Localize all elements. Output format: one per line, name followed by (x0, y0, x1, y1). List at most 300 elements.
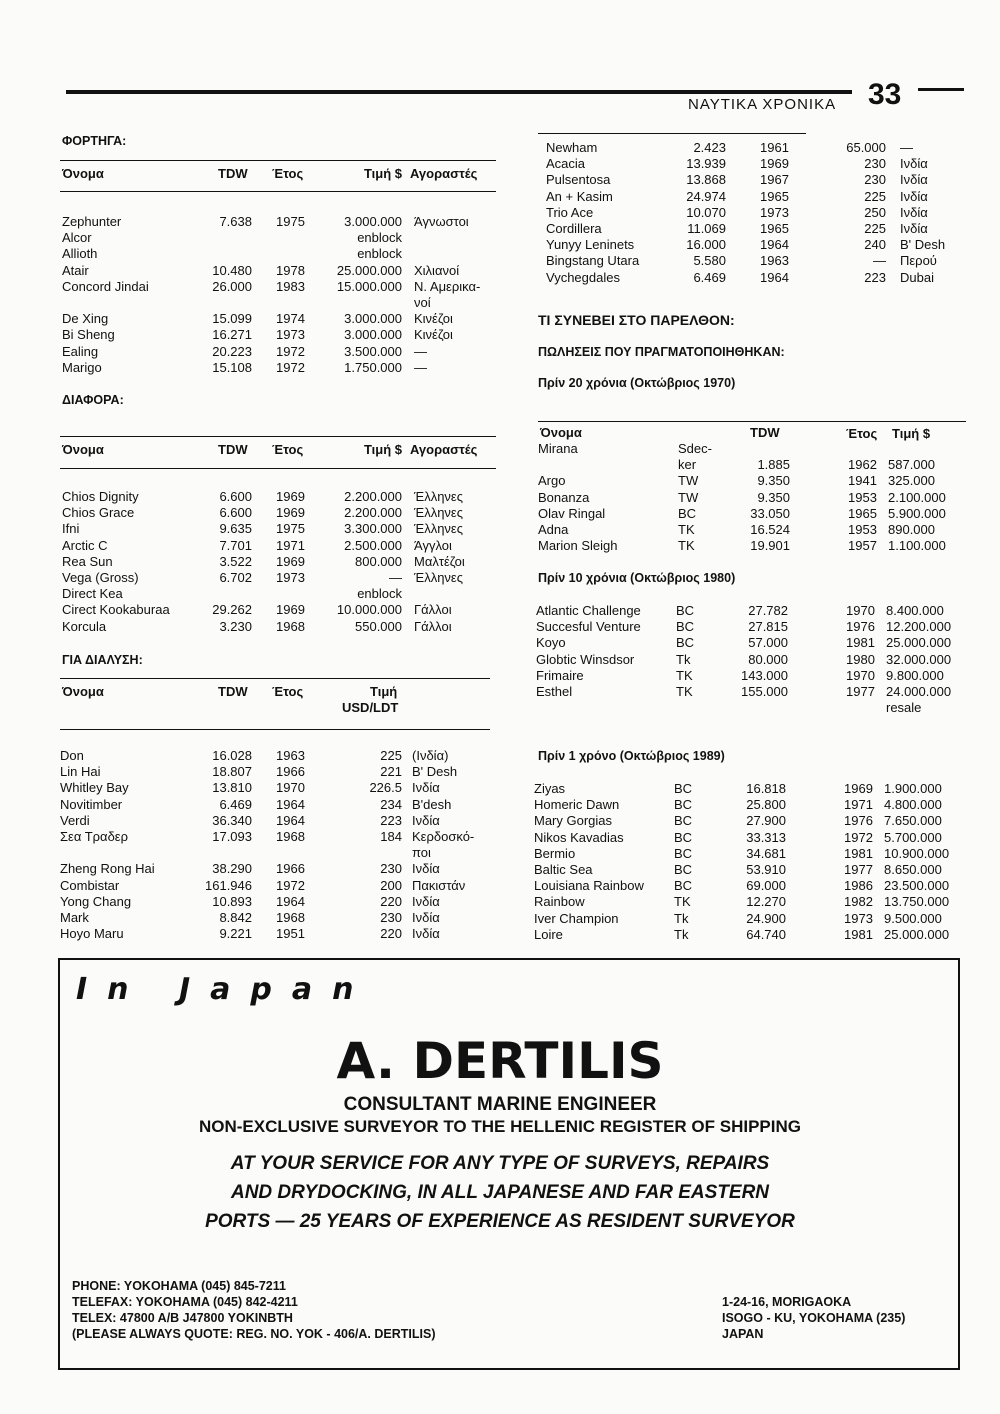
vessel-year: 1964 (760, 269, 789, 285)
vessel-price: 230 (380, 861, 402, 877)
vessel-year: 1972 (276, 359, 305, 375)
vessel-buyers: Μαλτέζοι (414, 553, 465, 569)
vessel-price: 240 (864, 237, 886, 253)
vessel-type: BC (678, 505, 697, 521)
vessel-tdw: 13.939 (686, 156, 726, 172)
history-row (534, 862, 974, 878)
vessel-tdw: 25.800 (746, 797, 786, 813)
vessel-price: 2.200.000 (344, 505, 402, 521)
history-title: ΤΙ ΣΥΝΕΒΕΙ ΣΤΟ ΠΑΡΕΛΘΟΝ: (538, 312, 735, 328)
cargo-col-tdw: TDW (218, 166, 248, 181)
vessel-year: 1976 (846, 619, 875, 635)
vessel-price: — (389, 570, 402, 585)
scrap-row (62, 878, 502, 894)
vessel-name: Bingstang Utara (546, 253, 640, 269)
vessel-year: 1969 (844, 781, 873, 796)
history-row (538, 441, 978, 457)
vessel-buyers: Ινδία (412, 893, 440, 909)
vessel-price: 10.900.000 (884, 845, 950, 861)
vessel-buyers: Πακιστάν (412, 877, 466, 893)
vessel-year: 1970 (276, 780, 305, 796)
vessel-tdw: 143.000 (741, 667, 788, 683)
vessel-name: Lin Hai (60, 764, 101, 780)
vessel-tdw: 7.701 (219, 537, 252, 553)
ad-address-line-2: ISOGO - KU, YOKOHAMA (235) (722, 1311, 906, 1325)
vessel-tdw: 9.350 (757, 473, 790, 489)
vessel-year: 1964 (276, 893, 305, 909)
vessel-year: 1969 (276, 553, 305, 569)
vessel-tdw: 53.910 (746, 862, 786, 877)
vessel-year: 1973 (276, 570, 305, 585)
vessel-buyers: νοί (414, 295, 431, 310)
vessel-price: 221 (380, 764, 402, 780)
vessel-tdw: 12.270 (746, 894, 786, 910)
vessel-name: Novitimber (60, 796, 123, 812)
vessel-year: 1981 (844, 926, 873, 942)
vessel-buyers: Κινέζοι (414, 311, 453, 327)
vessel-price: 3.000.000 (344, 214, 402, 229)
vessel-name: Acacia (546, 156, 586, 172)
vessel-buyers: Ινδία (412, 780, 440, 796)
vessel-name: Ifni (62, 521, 80, 537)
ad-address-line-1: 1-24-16, MORIGAOKA (722, 1295, 852, 1309)
vessel-name: Succesful Venture (536, 619, 641, 635)
history-row (538, 538, 978, 554)
vessel-name: Argo (538, 473, 566, 489)
vessel-name: Bonanza (538, 489, 590, 505)
vessel-name: Yunyy Leninets (546, 237, 635, 253)
vessel-name: Loire (534, 926, 563, 942)
vessel-year: 1978 (276, 262, 305, 278)
vessel-price: 890.000 (888, 522, 935, 537)
vessel-price: enblock (357, 246, 402, 262)
vessel-year: 1973 (276, 327, 305, 343)
vessel-type: ker (678, 457, 697, 473)
vessel-type: BC (674, 845, 693, 861)
vessel-buyers: Ινδία (900, 172, 928, 188)
vessel-name: Trio Ace (546, 204, 594, 220)
misc-row (62, 570, 502, 586)
scrap-row (62, 813, 502, 829)
cargo-col-price: Τιμή $ (363, 166, 402, 181)
vessel-buyers: Περού (900, 253, 937, 269)
vessel-price: 250 (864, 204, 886, 220)
vessel-tdw: 27.782 (748, 603, 788, 618)
vessel-buyers: Ινδία (412, 910, 440, 925)
vessel-price: 800.000 (355, 553, 402, 569)
vessel-price: 230 (864, 172, 886, 188)
cargo-header-bottom-rule (60, 191, 496, 192)
vessel-buyers: Κινέζοι (414, 327, 453, 343)
history-row (538, 473, 978, 489)
vessel-type: TK (676, 684, 693, 699)
history-col-price: Τιμή $ (892, 426, 931, 441)
vessel-price: 15.000.000 (336, 278, 402, 294)
vessel-year: 1973 (844, 910, 873, 926)
vessel-tdw: 161.946 (205, 877, 252, 893)
vessel-tdw: 36.340 (212, 812, 252, 828)
history-subtitle: ΠΩΛΗΣΕΙΣ ΠΟΥ ΠΡΑΓΜΑΤΟΠΟΙΗΘΗΚΑΝ: (538, 345, 785, 359)
vessel-tdw: 10.893 (212, 893, 252, 909)
cargo-section-title: ΦΟΡΤΗΓΑ: (62, 134, 127, 148)
vessel-name: Ealing (62, 343, 99, 359)
misc-row (62, 602, 502, 618)
vessel-tdw: 10.480 (212, 262, 252, 278)
vessel-year: 1967 (760, 172, 789, 188)
vessel-type: BC (674, 813, 693, 829)
vessel-tdw: 155.000 (741, 684, 788, 699)
vessel-year: 1961 (760, 140, 789, 155)
vessel-type: BC (676, 635, 695, 651)
cargo-row (62, 246, 502, 262)
scrap-row (62, 861, 502, 877)
vessel-year: 1962 (848, 457, 877, 473)
vessel-name: Rainbow (534, 894, 585, 910)
vessel-name: Homeric Dawn (534, 797, 620, 813)
vessel-price: 1.900.000 (884, 781, 942, 796)
vessel-tdw: 27.815 (748, 619, 788, 635)
vessel-type: BC (674, 829, 693, 845)
scrap-row (546, 172, 986, 188)
history-row (536, 619, 976, 635)
vessel-buyers: Ν. Αμερικα- (414, 278, 481, 294)
vessel-year: 1964 (760, 237, 789, 253)
vessel-year: 1975 (276, 214, 305, 229)
vessel-name: Rea Sun (62, 553, 113, 569)
history-row (536, 652, 976, 668)
vessel-year: 1971 (844, 797, 873, 813)
misc-header-bottom-rule (60, 468, 496, 469)
vessel-buyers: B' Desh (412, 764, 458, 780)
vessel-name: Baltic Sea (534, 862, 593, 877)
vessel-type: Tk (674, 910, 689, 926)
vessel-buyers: Ινδία (900, 221, 928, 236)
vessel-year: 1969 (276, 602, 305, 618)
cargo-header-top-rule (60, 160, 496, 161)
vessel-type: TK (674, 894, 691, 910)
vessel-tdw: 13.868 (686, 172, 726, 188)
vessel-price: 230 (380, 910, 402, 925)
vessel-name: Olav Ringal (538, 505, 606, 521)
ad-title: CONSULTANT MARINE ENGINEER (343, 1094, 657, 1115)
vessel-price: 25.000.000 (886, 635, 952, 651)
vessel-price: 225 (864, 221, 886, 236)
vessel-tdw: 7.638 (219, 214, 252, 229)
vessel-name: Iver Champion (534, 910, 619, 926)
vessel-price: 234 (380, 796, 402, 812)
period-1980-label: Πρίν 10 χρόνια (Οκτώβριος 1980) (538, 571, 736, 585)
misc-row (62, 619, 502, 635)
vessel-year: 1975 (276, 521, 305, 537)
vessel-price: 3.000.000 (344, 311, 402, 327)
vessel-tdw: 6.600 (219, 505, 252, 521)
history-header-top-rule (538, 421, 966, 422)
vessel-name: Ziyas (534, 781, 566, 796)
vessel-type: BC (674, 862, 693, 877)
vessel-buyers: Γάλλοι (414, 618, 452, 634)
history-row (534, 911, 974, 927)
vessel-name: Mary Gorgias (534, 813, 613, 829)
ad-telefax: TELEFAX: YOKOHAMA (045) 842-4211 (72, 1295, 298, 1309)
vessel-year: 1972 (844, 829, 873, 845)
vessel-tdw: 64.740 (746, 926, 786, 942)
vessel-tdw: 18.807 (212, 764, 252, 780)
vessel-type: TK (676, 667, 693, 683)
misc-row (62, 521, 502, 537)
ad-in-japan: In Japan (76, 972, 374, 1007)
vessel-tdw: 27.900 (746, 813, 786, 829)
ad-service-line-1: AT YOUR SERVICE FOR ANY TYPE OF SURVEYS, REPAIRS (230, 1153, 770, 1174)
vessel-year: 1953 (848, 489, 877, 505)
vessel-buyers: Έλληνες (414, 570, 463, 585)
vessel-name: De Xing (62, 311, 109, 327)
scrap-row (62, 797, 502, 813)
vessel-name: Esthel (536, 684, 573, 699)
vessel-type: TW (678, 489, 699, 505)
vessel-price: 23.500.000 (884, 878, 950, 894)
ad-service-line-2: AND DRYDOCKING, IN ALL JAPANESE AND FAR EASTERN (230, 1182, 770, 1203)
scrap-row (62, 829, 502, 845)
vessel-price: 550.000 (355, 618, 402, 634)
vessel-year: 1963 (760, 253, 789, 269)
vessel-tdw: 10.070 (686, 204, 726, 220)
vessel-tdw: 8.842 (219, 910, 252, 925)
vessel-tdw: 16.271 (212, 327, 252, 343)
vessel-price: 3.500.000 (344, 343, 402, 359)
vessel-buyers: — (414, 359, 427, 375)
vessel-name: Frimaire (536, 667, 584, 683)
vessel-price: 5.700.000 (884, 829, 942, 845)
vessel-tdw: 16.524 (750, 522, 790, 537)
vessel-tdw: 26.000 (212, 278, 252, 294)
ad-address-line-3: JAPAN (722, 1327, 764, 1341)
vessel-name: Direct Kea (62, 586, 123, 602)
vessel-name: Vega (Gross) (62, 570, 139, 585)
vessel-price: 325.000 (888, 473, 935, 489)
scrap-row (62, 764, 502, 780)
vessel-tdw: 19.901 (750, 538, 790, 554)
vessel-type: TW (678, 473, 699, 489)
vessel-name: Zheng Rong Hai (60, 861, 155, 877)
misc-col-year: Έτος (272, 442, 304, 457)
vessel-name: Globtic Winsdsor (536, 651, 635, 667)
vessel-buyers: Dubai (900, 269, 934, 285)
history-row (534, 927, 974, 943)
vessel-year: 1976 (844, 813, 873, 829)
vessel-name: Korcula (62, 618, 107, 634)
scrap-section-title: ΓΙΑ ΔΙΑΛΥΣΗ: (62, 653, 143, 667)
vessel-price: 9.800.000 (886, 667, 944, 683)
history-row (534, 846, 974, 862)
history-row (538, 522, 978, 538)
vessel-tdw: 29.262 (212, 602, 252, 618)
misc-section-title: ΔΙΑΦΟΡΑ: (62, 393, 124, 407)
vessel-year: 1972 (276, 877, 305, 893)
vessel-name: Bi Sheng (62, 327, 115, 343)
vessel-year: 1983 (276, 278, 305, 294)
vessel-price: 200 (380, 877, 402, 893)
vessel-type: TK (678, 522, 695, 537)
vessel-year: 1971 (276, 537, 305, 553)
vessel-tdw: 33.050 (750, 505, 790, 521)
vessel-price: 25.000.000 (336, 262, 402, 278)
vessel-price: 5.900.000 (888, 505, 946, 521)
vessel-tdw: 20.223 (212, 343, 252, 359)
vessel-tdw: 1.885 (757, 457, 790, 473)
vessel-year: 1966 (276, 861, 305, 877)
scrap-col-price-2: USD/LDT (342, 700, 399, 715)
vessel-tdw: 6.469 (219, 796, 252, 812)
scrap-row (546, 253, 986, 269)
ad-subtitle: NON-EXCLUSIVE SURVEYOR TO THE HELLENIC REGISTER OF SHIPPING (198, 1117, 801, 1136)
vessel-name: Chios Dignity (62, 489, 139, 504)
vessel-type: BC (676, 603, 695, 618)
vessel-price: 587.000 (888, 457, 935, 473)
vessel-buyers: Κερδοσκό- (412, 829, 475, 844)
vessel-price: 1.750.000 (344, 359, 402, 375)
vessel-price: 225 (864, 188, 886, 204)
vessel-year: 1973 (760, 204, 789, 220)
misc-header-top-rule (60, 436, 496, 437)
vessel-tdw: 17.093 (212, 829, 252, 844)
vessel-name: Cirect Kookaburaa (62, 602, 170, 618)
vessel-price: 225 (380, 748, 402, 763)
vessel-tdw: 6.702 (219, 570, 252, 585)
vessel-tdw: 34.681 (746, 845, 786, 861)
history-row (536, 603, 976, 619)
history-row (534, 797, 974, 813)
misc-row (62, 554, 502, 570)
vessel-name: Atlantic Challenge (536, 603, 641, 618)
scrap-col-year: Έτος (272, 684, 304, 699)
vessel-price: 223 (380, 812, 402, 828)
vessel-tdw: 3.230 (219, 618, 252, 634)
vessel-type: BC (674, 781, 693, 796)
period-1970-label: Πρίν 20 χρόνια (Οκτώβριος 1970) (538, 376, 736, 390)
vessel-year: 1957 (848, 538, 877, 554)
vessel-year: 1963 (276, 748, 305, 763)
vessel-buyers: Ινδία (412, 812, 440, 828)
vessel-name: Concord Jindai (62, 278, 149, 294)
vessel-price: 230 (864, 156, 886, 172)
scrap-header-bottom-rule (60, 729, 490, 730)
scrap-row (546, 205, 986, 221)
vessel-buyers: Άγνωστοι (414, 214, 469, 229)
cargo-row (62, 214, 502, 230)
vessel-name: Marigo (62, 359, 102, 375)
header-rule-right (918, 88, 964, 91)
vessel-year: 1969 (276, 505, 305, 521)
vessel-name: Arctic C (62, 537, 108, 553)
vessel-name: Mirana (538, 441, 578, 456)
misc-row (62, 586, 502, 602)
vessel-name: Chios Grace (62, 505, 135, 521)
vessel-name: Combistar (60, 877, 120, 893)
vessel-name: Σεα Τραδερ (60, 829, 129, 844)
vessel-type: Tk (676, 651, 691, 667)
vessel-year: 1953 (848, 522, 877, 537)
vessel-name: An + Kasim (546, 188, 613, 204)
vessel-year: 1969 (760, 156, 789, 172)
vessel-tdw: 11.069 (687, 221, 726, 236)
scrap-col-price-1: Τιμή (370, 684, 398, 699)
vessel-tdw: 57.000 (748, 635, 788, 651)
cargo-col-year: Έτος (272, 166, 304, 181)
ad-service-line-3: PORTS — 25 YEARS OF EXPERIENCE AS RESIDENT SURVEYOR (205, 1211, 795, 1232)
misc-col-tdw: TDW (218, 442, 248, 457)
scrap-row (62, 926, 502, 942)
vessel-price: 226.5 (369, 780, 402, 796)
vessel-price: 13.750.000 (884, 894, 950, 910)
vessel-type: Sdec- (678, 441, 712, 456)
vessel-tdw: 5.580 (693, 253, 726, 269)
misc-col-price: Τιμή $ (363, 442, 402, 457)
cargo-row (62, 263, 502, 279)
vessel-tdw: 16.000 (686, 237, 726, 253)
vessel-tdw: 16.028 (212, 748, 252, 763)
vessel-name: Koyo (536, 635, 566, 651)
misc-row (62, 538, 502, 554)
vessel-name: Verdi (60, 812, 90, 828)
ad-telex: TELEX: 47800 A/B J47800 YOKINBTH (72, 1311, 293, 1325)
vessel-year: 1974 (276, 311, 305, 327)
vessel-price: 220 (380, 926, 402, 942)
vessel-buyers: Γάλλοι (414, 602, 452, 618)
vessel-buyers: Χιλιανοί (414, 262, 460, 278)
vessel-year: 1965 (848, 505, 877, 521)
vessel-year: 1968 (276, 829, 305, 844)
vessel-year: 1972 (276, 343, 305, 359)
vessel-name: Pulsentosa (546, 172, 611, 188)
vessel-price: 7.650.000 (884, 813, 942, 829)
vessel-buyers: Έλληνες (414, 505, 463, 521)
vessel-price: 65.000 (846, 140, 886, 155)
history-row (534, 781, 974, 797)
vessel-name: Alcor (62, 230, 92, 246)
history-row (538, 506, 978, 522)
vessel-buyers: Έλληνες (414, 521, 463, 537)
vessel-year: 1977 (844, 862, 873, 877)
vessel-name: Bermio (534, 845, 576, 861)
vessel-price: 1.100.000 (888, 538, 946, 554)
vessel-tdw: 13.810 (212, 780, 252, 796)
vessel-tdw: 2.423 (693, 140, 726, 155)
vessel-price: — (873, 253, 886, 269)
vessel-year: 1986 (844, 878, 873, 894)
vessel-tdw: 15.108 (212, 359, 252, 375)
vessel-price: 2.500.000 (344, 537, 402, 553)
vessel-price: 2.200.000 (344, 489, 402, 504)
vessel-tdw: 33.313 (746, 829, 786, 845)
history-row (536, 635, 976, 651)
history-col-year: Έτος (846, 426, 878, 441)
scrap-row (62, 845, 502, 861)
vessel-name: Atair (62, 262, 89, 278)
cargo-row (62, 360, 502, 376)
header-rule-left (66, 90, 852, 94)
vessel-year: 1982 (844, 894, 873, 910)
vessel-tdw: 38.290 (212, 861, 252, 877)
vessel-price: 25.000.000 (884, 926, 950, 942)
misc-col-name: Όνομα (62, 442, 104, 457)
vessel-tdw: 15.099 (212, 311, 252, 327)
vessel-name: Don (60, 748, 84, 763)
vessel-price: 184 (380, 829, 402, 844)
vessel-name: Marion Sleigh (538, 538, 618, 554)
cargo-row (62, 230, 502, 246)
history-row (538, 490, 978, 506)
ad-phone: PHONE: YOKOHAMA (045) 845-7211 (72, 1279, 286, 1293)
